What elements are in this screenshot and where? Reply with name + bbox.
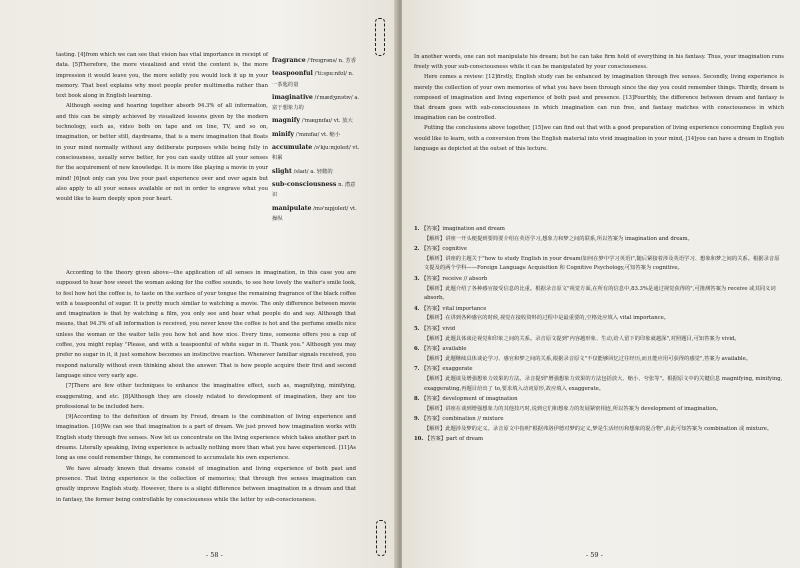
answer-number: 10.: [414, 436, 424, 443]
answer-text: 【答案】combination // mixture: [421, 416, 504, 423]
right-text: [414, 52, 784, 154]
vocab-word: manipulate: [272, 204, 312, 212]
right-paragraph-2: Here comes a review: [12]firstly, English study can be enhanced by imagination through five senses. Secondly, living experience is merely the collection of your own memories of what you have been through since the day you could remember things. Thirdly, dream is composed of imagination and living experience of both past and presence. [13]Fourthly, the difference between dream and fantasy is that dream goes with sub-consciousness in which imagination can run free, and fantasy matches with consciousness in which imagination can be controlled.: [414, 74, 784, 122]
binder-clip-top: [375, 18, 385, 56]
left-page: [0, 0, 398, 568]
answer-item: [414, 415, 784, 434]
left-paragraph-6: We have already known that dreams consist of imagination and living experience of both past and presence. That living experience is the collection of memories; that through five senses imagination can greatly improve English study. However, there is a slight difference between imagination in a dream and that in fantasy, the former being controllable by consciousness while the latter by sub-consciousness.: [56, 465, 356, 503]
answer-text: 【答案】available: [421, 346, 467, 353]
answer-item: [414, 365, 784, 394]
left-text-bottom: [56, 268, 356, 505]
answer-item: [414, 395, 784, 414]
vocab-gloss: /slaɪt/ a. 轻微的: [293, 168, 333, 175]
left-paragraph-2: Although seeing and hearing together absorb 94.3% of all information, and this can be simply achieved by visualized lessons given by the modern technology, such as, video both on tape and on line, TV, and so on, imagination, or better still, daydreams, that is a mere imagination that floats in your mind normally without any deliberate purposes while being fully in consciousness, usually serve better, for you can easily utilize all your senses for the acquirement of new knowledge. It is more like playing a movie in your mind! [6]not only can you live your past experience over and over again but also apply to all your senses available or not in order to engrave what you would like to learn deeply upon your heart.: [56, 103, 268, 203]
vocab-entry: [272, 167, 360, 177]
vocab-gloss: /ə'kju:mjʊleɪt/ vt. 积累: [272, 145, 360, 162]
answer-number: 8.: [414, 396, 420, 403]
vocab-gloss: /'mɪnɪfaɪ/ vt. 缩小: [295, 131, 341, 138]
vocab-word: fragrance: [272, 57, 306, 64]
answer-number: 6.: [414, 346, 420, 353]
left-paragraph-4: [7]There are few other techniques to enhance the imaginative effect, such as, magnifying, minifying, exaggerating, and etc. [8]Although they are closely related to development of imagination, they are too professional to be included here.: [56, 383, 356, 410]
vocab-word: teaspoonful: [272, 70, 313, 78]
vocab-gloss: /'mæɡnɪfaɪ/ vt. 放大: [301, 118, 353, 125]
answer-text: 【答案】imagination and dream: [421, 226, 505, 232]
vocab-entry: [272, 180, 360, 201]
vocab-entry: [272, 69, 360, 90]
vocab-entry: [272, 93, 360, 114]
answer-item: [414, 245, 784, 274]
vocab-entry: [272, 143, 360, 164]
answer-text: 【答案】exaggerate: [421, 366, 473, 373]
answer-text: 【答案】cognitive: [421, 246, 468, 253]
answer-number: 4.: [414, 305, 420, 312]
vocab-entry: [272, 204, 360, 225]
answer-explanation: 【解析】此题谈及增强想象力效果的方法。录音提到"增强想象力效果的方法包括放大、缩小、夸张等"。根据原文中的关键信息 magnifying, minifying, exaggerating,再题目给出了 to,要求填入动词原形,故应填入 exaggerate。: [424, 375, 783, 392]
answer-text: 【答案】part of dream: [424, 436, 484, 443]
vocab-entry: [272, 56, 360, 66]
left-paragraph-3: According to the theory given above—the application of all senses in imagination, in this case you are supposed to hear how sweet the woman asking for the coffee sounds, to see how lovely the waiter's smile look, to feel how hot the coffee is, to taste on the surface of your tongue the remaining fragrance of the black coffee with a teaspoonful of sugar. It is pretty much similar to watching a movie. The only difference between movie and imagination is that by watching a film, you only see and hear what people do and say. Although that means, that 94.3% of all information is received, you never know the coffee is hot and the perfume smells nice unless the woman or the waiter tells you how hot and how nice. Every time, someone offers you a cup of coffee, you might replay "Please, and with a teaspoonful of white sugar in it. Thank you." Although you may prefer no sugar in it, it just somehow becomes an instinctive reaction. Whenever familiar signals received, you respond naturally without even thinking about the answer. That is how people acquire their first and second language since very early age.: [56, 270, 356, 379]
answer-item: [414, 435, 784, 445]
answer-item: [414, 345, 784, 364]
answer-text: 【答案】vital importance: [421, 305, 487, 312]
answer-item: [414, 275, 784, 304]
vocab-gloss: /ɪ'mædʒɪnətɪv/ a. 富于想象力的: [272, 94, 360, 112]
vocab-word: slight: [272, 167, 292, 175]
answer-explanation: 【解析】在讲到各种感官的时候,视觉在接收资料的过程中是最重要的,空格处应填入 vital importance。: [424, 315, 670, 322]
answer-item: [414, 325, 784, 344]
left-intro: tasting. [4]from which we can see that vision has vital importance in receipt of data. [5]Therefore, the more visualized and vivid the content is, the more impression it would leave you, the more solidly you would lock it up in your memory. That best explains why most people prefer multimedia rather than text book along in English learning.: [56, 52, 268, 100]
vocab-word: minify: [272, 130, 295, 138]
answer-key: [414, 225, 784, 445]
vocab-gloss: n. 潜意识: [272, 181, 356, 199]
vocab-word: imaginative: [272, 93, 313, 101]
answer-explanation: 【解析】此题介绍了各种感官接受信息的比重。根据录音原文"视觉方面,在所有的信息中,83.3%是通过视觉获得的",可推测答案为 receive 或其同义词 absorb。: [424, 285, 776, 302]
vocab-word: sub-consciousness: [272, 180, 337, 188]
answer-explanation: 【解析】讲座一开头便提到要简要介绍在英语学习,想象力和梦之间的联系,所以答案为 imagination and dream。: [424, 235, 693, 242]
answer-explanation: 【解析】此题具体谈论视觉和印象之间的关系。录音原文提到"内容越形象、生动,给人留下的印象就越深",对照题目,可知答案为 vivid。: [424, 335, 740, 342]
answer-explanation: 【解析】讲座在谈到增强想象力的其他技巧时,说到它们和想象力的发展紧密相连,所以答案为 development of imagination。: [424, 405, 722, 412]
answer-number: 5.: [414, 325, 420, 332]
answer-number: 2.: [414, 246, 420, 253]
vocab-word: accumulate: [272, 144, 313, 152]
answer-explanation: 【解析】此题涉及梦的定义。录音原文中指明"根据弗洛伊德对梦的定义,梦是生活经历和想象的混合物",由此可知答案为 combination 或 mixture。: [424, 425, 773, 432]
vocab-entry: [272, 116, 360, 126]
vocab-entry: [272, 130, 360, 140]
right-paragraph-1: In another words, one can not manipulate his dream; but he can take firm hold of everything in his fantasy. Thus, your imagination runs freely with your sub-consciousness while it can be manipulated by your consciousness.: [414, 54, 784, 71]
answer-text: 【答案】receive // absorb: [421, 275, 488, 282]
vocab-gloss: /mə'nɪpjʊleɪt/ vt. 操纵: [272, 205, 357, 222]
vocab-gloss: /'freɪgrəns/ n. 芳香: [307, 58, 357, 64]
page-number-left: - 58 -: [206, 551, 223, 559]
answer-explanation: 【解析】此题继续具体谈论学习、感官和梦之间的关系,根据录音原文"不仅能够回忆过往经历,而且能应用可获得的感觉",答案为 available。: [424, 355, 752, 362]
vocabulary-sidebar: [272, 56, 360, 227]
page-number-right: - 59 -: [586, 551, 603, 559]
right-paragraph-3: Putting the conclusions above together, [15]we can find out that with a good preparation of living experience concerning English you would like to learn, with a conversion from the English material into vivid imagination in your mind, [14]you can have a dream in English language as depicted at the outset of this lecture.: [414, 125, 784, 152]
answer-number: 3.: [414, 275, 420, 282]
answer-text: 【答案】development of imagination: [421, 396, 518, 403]
vocab-word: magnify: [272, 117, 300, 125]
left-paragraph-5: [9]According to the definition of dream by Freud, dream is the combination of living experience and imagination. [10]We can see that imagination is a part of dream. We just proved how imagination works with English study through five senses. Now let us concentrate on the living experience which takes another part in dreams. Literally speaking, living experience is actually nothing more than what you have experienced. [11]As long as one could remember things, he commenced to accumulate his own experience.: [56, 414, 356, 462]
answer-item: [414, 225, 784, 244]
answer-explanation: 【解析】讲座的主题关于"how to study English in your dream(如何在梦中学习英语)",随后紧接着涉及英语学习、想象和梦之间的关系。根据录音原文提及的两个学科——Foreign Language Acquisition 和 Cognitive Psychology,可知答案为 cognitive。: [424, 255, 780, 272]
answer-text: 【答案】vivid: [421, 325, 456, 332]
binder-clip-bottom: [376, 520, 386, 556]
answer-number: 9.: [414, 416, 420, 423]
answer-number: 1.: [414, 226, 420, 232]
answer-item: [414, 305, 784, 324]
left-text-top: [56, 50, 268, 204]
answer-number: 7.: [414, 366, 420, 373]
vocab-gloss: /'ti:spu:nfʊl/ n. 一茶匙的量: [272, 71, 354, 88]
